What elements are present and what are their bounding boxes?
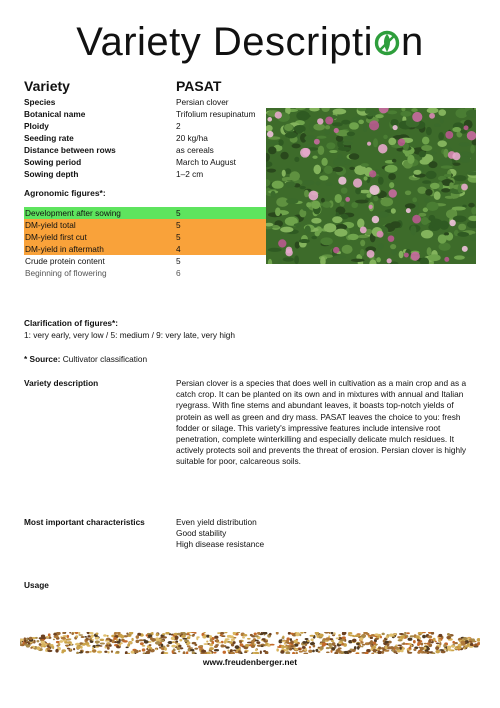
clarification-text: 1: very early, very low / 5: medium / 9: very late, very high xyxy=(24,330,236,340)
characteristic-item: Even yield distribution xyxy=(176,517,257,527)
usage-label: Usage xyxy=(24,580,49,590)
leaf-logo-icon xyxy=(374,30,400,56)
characteristics-list xyxy=(176,517,264,550)
agronomic-title: Agronomic figures*: xyxy=(24,188,106,198)
source-note: * Source: Cultivator classification xyxy=(24,354,148,364)
agronomic-row: DM-yield in aftermath 4 xyxy=(24,243,266,255)
spec-row: Ploidy 2 xyxy=(24,121,181,131)
variety-description-label: Variety description xyxy=(24,378,99,388)
variety-name: PASAT xyxy=(176,78,222,94)
agronomic-row: DM-yield total 5 xyxy=(24,219,266,231)
characteristics-label: Most important characteristics xyxy=(24,517,145,527)
characteristic-item: High disease resistance xyxy=(176,539,265,549)
clover-photo xyxy=(266,108,476,264)
agronomic-table xyxy=(24,207,266,279)
agronomic-row: Crude protein content 5 xyxy=(25,256,181,266)
agronomic-row: Beginning of flowering 6 xyxy=(25,268,181,278)
spec-table xyxy=(24,96,274,180)
agronomic-row: DM-yield first cut 5 xyxy=(24,231,266,243)
footer-url: www.freudenberger.net xyxy=(202,657,298,667)
spec-row: Species Persian clover xyxy=(24,97,229,107)
spec-row: Seeding rate 20 kg/ha xyxy=(24,133,208,143)
spec-row: Sowing period March to August xyxy=(24,157,236,167)
clarification-title: Clarification of figures*: xyxy=(24,318,119,328)
agronomic-row: Development after sowing 5 xyxy=(24,207,266,219)
variety-label: Variety xyxy=(24,78,70,94)
seed-banner xyxy=(20,632,480,654)
page-title: Variety Descripti n xyxy=(76,20,424,64)
spec-row: Distance between rows as cereals xyxy=(24,145,214,155)
spec-row: Botanical name Trifolium resupinatum xyxy=(24,109,256,119)
spec-row: Sowing depth 1–2 cm xyxy=(24,169,204,179)
variety-description-text: Persian clover is a species that does well in cultivation as a main crop and as a catch crop. It can be planted on its own and in mixtures with annual and Italian ryegrass. With fine stems and abundant leaves, it boasts top-notch yields of protein as well as green and dry mass. PASAT leaves the choice to you: fresh fodder or silage. This variety's impressive features include intensive root penetration, complete winterkilling and especially delicate mulch residues. It actively protects soil and prevents the threat of erosion. Persian clover is highly suitable for poor, calcareous soils. xyxy=(176,378,467,467)
characteristic-item: Good stability xyxy=(176,528,227,538)
